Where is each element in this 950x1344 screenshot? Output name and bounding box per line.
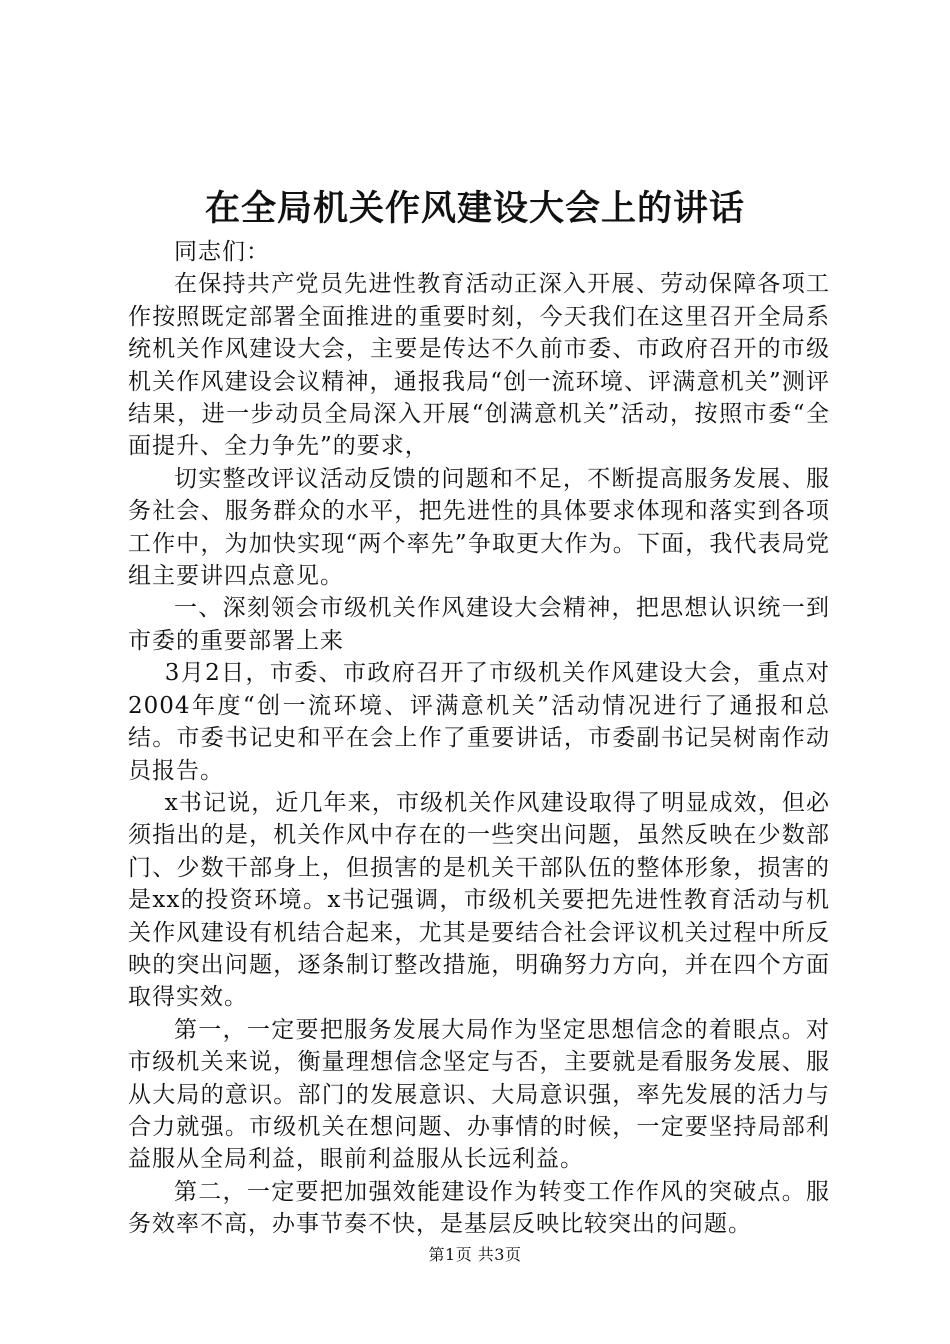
page-footer: 第1页 共3页: [428, 1245, 522, 1264]
paragraph-point-1: 第一，一定要把服务发展大局作为坚定思想信念的着眼点。对市级机关来说，衡量理想信念坚定与否，主要就是看服务发展、服从大局的意识。部门的发展意识、大局意识强，率先发展的活力与合力就强。市级机关在想问题、办事情的时候，一定要坚持局部利益服从全局利益，眼前利益服从长远利益。: [128, 1016, 830, 1173]
paragraph-point-2: 第二，一定要把加强效能建设作为转变工作作风的突破点。服务效率不高，办事节奏不快，是基层反映比较突出的问题。: [128, 1178, 830, 1238]
paragraph-intro: 在保持共产党员先进性教育活动正深入开展、劳动保障各项工作按照既定部署全面推进的重要时刻，今天我们在这里召开全局系统机关作风建设大会，主要是传达不久前市委、市政府召开的市级机关作风建设会议精神，通报我局“创一流环境、评满意机关”测评结果，进一步动员全局深入开展“创满意机关”活动，按照市委“全面提升、全力争先”的要求，: [128, 271, 830, 460]
document-body: [128, 236, 830, 1241]
paragraph-purpose: 切实整改评议活动反馈的问题和不足，不断提高服务发展、服务社会、服务群众的水平，把先进性的具体要求体现和落实到各项工作中，为加快实现“两个率先”争取更大作为。下面，我代表局党组主要讲四点意见。: [128, 465, 830, 590]
section-heading-1: 一、深刻领会市级机关作风建设大会精神，把思想认识统一到市委的重要部署上来: [128, 595, 830, 654]
paragraph-meeting: 3月2日，市委、市政府召开了市级机关作风建设大会，重点对2004年度“创一流环境、评满意机关”活动情况进行了通报和总结。市委书记史和平在会上作了重要讲话，市委副书记吴树南作动员报告。: [128, 660, 830, 784]
paragraph-secretary: x书记说，近几年来，市级机关作风建设取得了明显成效，但必须指出的是，机关作风中存在的一些突出问题，虽然反映在少数部门、少数干部身上，但损害的是机关干部队伍的整体形象，损害的是xx的投资环境。x书记强调，市级机关要把先进性教育活动与机关作风建设有机结合起来，尤其是要结合社会评议机关过程中所反映的突出问题，逐条制订整改措施，明确努力方向，并在四个方面取得实效。: [128, 789, 830, 1011]
salutation: 同志们：: [174, 239, 270, 265]
document-title: 在全局机关作风建设大会上的讲话: [204, 188, 745, 229]
